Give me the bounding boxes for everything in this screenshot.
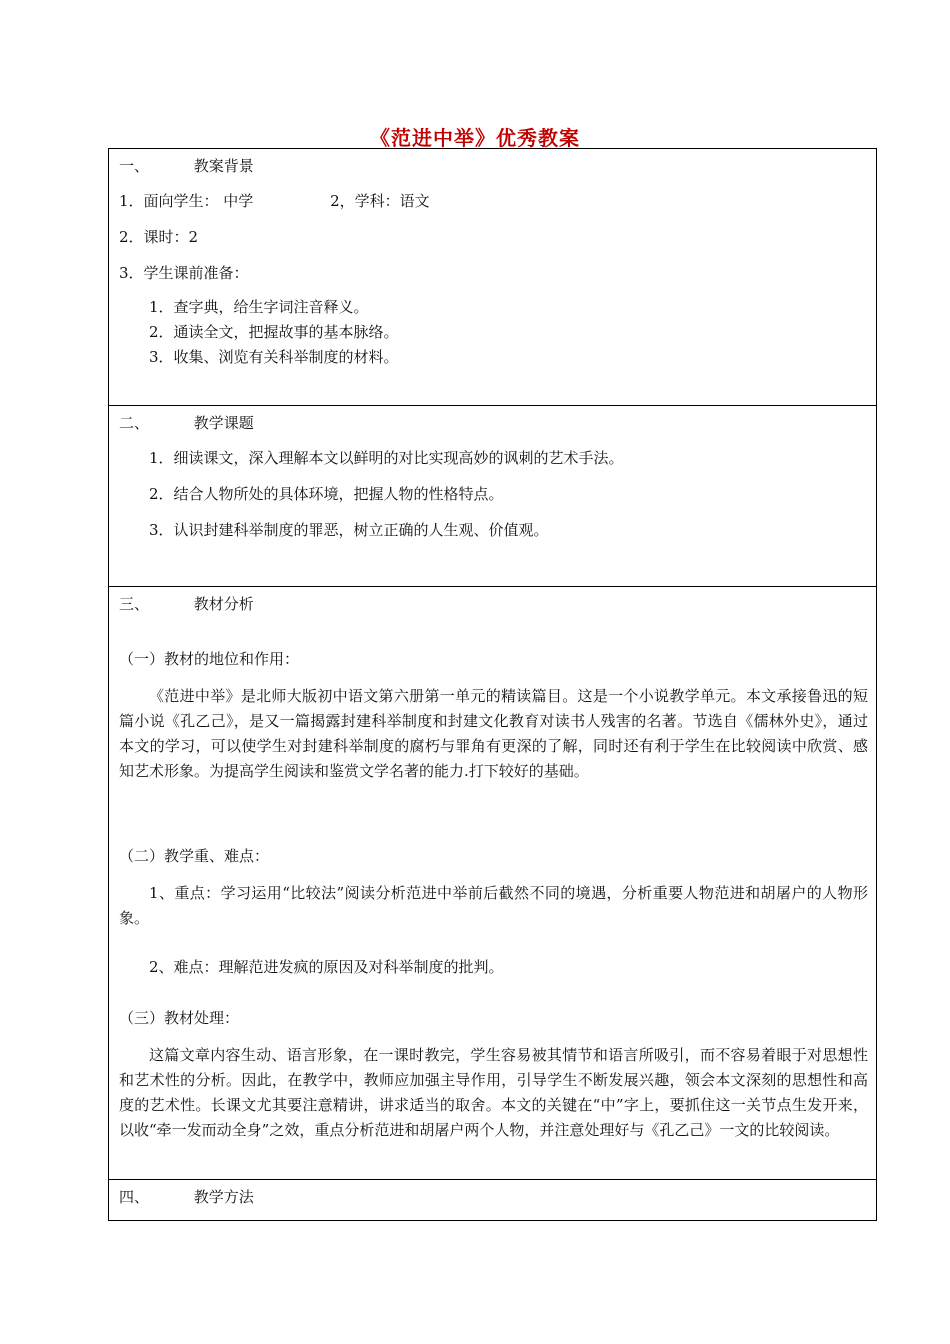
prep-item: 3．收集、浏览有关科举制度的材料。 (149, 348, 399, 366)
prep-item: 2．通读全文，把握故事的基本脉络。 (149, 323, 399, 341)
section-methods (109, 1180, 877, 1221)
section-3-header (119, 593, 254, 614)
section-3-number: 三、 (119, 595, 150, 613)
key-point: 1、重点：学习运用“比较法”阅读分析范进中举前后截然不同的境遇，分析重要人物范进和胡屠户的人物形象。 (119, 884, 868, 927)
topic-item: 1．细读课文，深入理解本文以鲜明的对比实现高妙的讽刺的艺术手法。 (149, 449, 624, 467)
section-1-number: 一、 (119, 157, 150, 175)
section-2-header (119, 412, 254, 433)
audience-line (119, 190, 430, 211)
subheading-key-points: （二）教学重、难点： (119, 847, 270, 865)
prep-heading: 3．学生课前准备： (119, 264, 249, 282)
role-paragraph: 《范进中举》是北师大版初中语文第六册第一单元的精读篇目。这是一个小说教学单元。本文承接鲁迅的短篇小说《孔乙己》，是又一篇揭露封建科举制度和封建文化教育对读书人残害的名著。节选自《儒林外史》，通过本文的学习，可以使学生对封建科举制度的腐朽与罪角有更深的了解，同时还有利于学生在比较阅读中欣赏、感知艺术形象。为提高学生阅读和鉴赏文学名著的能力.打下较好的基础。 (119, 687, 868, 780)
subject-text: 2，学科：语文 (330, 192, 430, 210)
topic-item: 2．结合人物所处的具体环境，把握人物的性格特点。 (149, 485, 504, 503)
prep-item: 1．查字典，给生字词注音释义。 (149, 298, 369, 316)
section-analysis (109, 587, 877, 1180)
subheading-handling: （三）教材处理： (119, 1009, 240, 1027)
section-4-heading: 教学方法 (193, 1188, 254, 1206)
document-title: 《范进中举》优秀教案 (370, 126, 580, 150)
section-background (109, 149, 877, 406)
section-2-heading: 教学课题 (193, 414, 254, 432)
section-1-header (119, 155, 254, 176)
subheading-role: （一）教材的地位和作用： (119, 650, 300, 668)
handling-paragraph: 这篇文章内容生动、语言形象，在一课时教完，学生容易被其情节和语言所吸引，而不容易着眼于对思想性和艺术性的分析。因此，在教学中，教师应加强主导作用，引导学生不断发展兴趣，领会本文深刻的思想性和高度的艺术性。长课文尤其要注意精讲，讲求适当的取舍。本文的关键在“中”字上，要抓住这一关节点生发开来，以收“牵一发而动全身”之效，重点分析范进和胡屠户两个人物，并注意处理好与《孔乙己》一文的比较阅读。 (119, 1046, 868, 1139)
section-1-heading: 教案背景 (193, 157, 254, 175)
section-2-number: 二、 (119, 414, 150, 432)
topic-item: 3．认识封建科举制度的罪恶，树立正确的人生观、价值观。 (149, 521, 549, 539)
section-4-header (119, 1186, 254, 1207)
class-hours: 2．课时：2 (119, 228, 199, 246)
lesson-plan-table (108, 148, 877, 1221)
section-topics (109, 406, 877, 587)
difficult-point: 2、难点：理解范进发疯的原因及对科举制度的批判。 (149, 958, 504, 976)
audience-text: 1．面向学生： 中学 (119, 192, 254, 210)
section-3-heading: 教材分析 (193, 595, 254, 613)
section-4-number: 四、 (119, 1188, 150, 1206)
